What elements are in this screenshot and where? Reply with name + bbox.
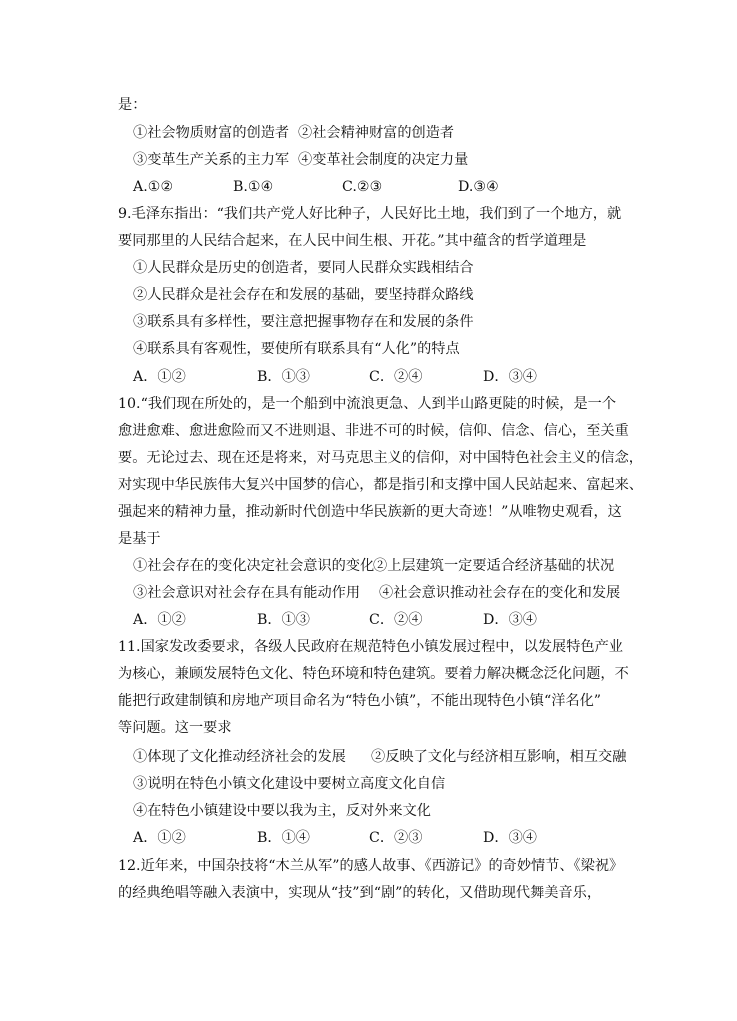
- q12-stem-line-2: 的经典绝唱等融入表演中，实现从“技”到“剧”的转化，又借助现代舞美音乐，: [118, 885, 602, 901]
- q10-item-4: ④社会意识推动社会存在的变化和发展: [379, 585, 621, 601]
- q10-item-3: ③社会意识对社会存在具有能动作用: [133, 585, 361, 601]
- q8-option-b: B.①④: [233, 179, 274, 195]
- q8-items-row-1: [133, 123, 633, 143]
- q8-stem-tail: 是：: [118, 97, 147, 113]
- q10-stem-line-6: 是基于: [118, 531, 161, 547]
- q9-option-c: C．②④: [369, 369, 423, 385]
- q10-option-c: C．②④: [369, 612, 423, 628]
- q9-stem-line-1: 9.毛泽东指出：“我们共产党人好比种子，人民好比土地，我们到了一个地方，就: [118, 206, 622, 222]
- q11-option-a: A．①②: [133, 830, 186, 846]
- q8-option-a: A.①②: [133, 179, 174, 195]
- q8-item-1: ①社会物质财富的创造者: [133, 125, 290, 141]
- q8-item-3: ③变革生产关系的主力军: [133, 152, 290, 168]
- q10-stem-line-3: 要。无论过去、现在还是将来，对马克思主义的信仰，对中国特色社会主义的信念，: [118, 450, 643, 466]
- q11-item-3: ③说明在特色小镇文化建设中要树立高度文化自信: [133, 776, 446, 792]
- q10-item-1: ①社会存在的变化决定社会意识的变化: [133, 558, 375, 574]
- q11-stem-line-2: 为核心，兼顾发展特色文化、特色环境和特色建筑。要着力解决概念泛化问题，不: [118, 666, 629, 682]
- q9-item-4: ④联系具有客观性，要使所有联系具有“人化”的特点: [133, 341, 460, 357]
- q10-option-d: D．③④: [483, 612, 537, 628]
- q9-options: [133, 367, 633, 387]
- q10-stem-line-1: 10.“我们现在所处的，是一个船到中流浪更急、人到半山路更陡的时候，是一个: [118, 396, 617, 412]
- q11-option-b: B．①④: [257, 830, 310, 846]
- q10-items-row-1: [133, 556, 633, 576]
- q11-stem-line-3: 能把行政建制镇和房地产项目命名为“特色小镇”，不能出现特色小镇“洋名化”: [118, 693, 602, 709]
- q11-option-d: D．③④: [483, 830, 537, 846]
- q9-item-1: ①人民群众是历史的创造者，要同人民群众实践相结合: [133, 260, 474, 276]
- q9-option-d: D．③④: [483, 369, 537, 385]
- q11-item-4: ④在特色小镇建设中要以我为主，反对外来文化: [133, 803, 431, 819]
- q11-stem-line-4: 等问题。这一要求: [118, 720, 232, 736]
- q8-item-2: ②社会精神财富的创造者: [298, 125, 455, 141]
- q10-stem-line-5: 强起来的精神力量，推动新时代创造中华民族新的更大奇迹！”从唯物史观看，这: [118, 504, 622, 520]
- q8-options: [133, 177, 633, 197]
- q11-items-row-1: [133, 747, 633, 767]
- q10-items-row-2: [133, 583, 633, 603]
- q11-item-2: ②反映了文化与经济相互影响，相互交融: [371, 749, 627, 765]
- q10-option-a: A．①②: [133, 612, 186, 628]
- q8-option-d: D.③④: [458, 179, 499, 195]
- q8-items-row-2: [133, 150, 633, 170]
- q9-item-3: ③联系具有多样性，要注意把握事物存在和发展的条件: [133, 314, 474, 330]
- q10-stem-line-2: 愈进愈难、愈进愈险而又不进则退、非进不可的时候，信仰、信念、信心，至关重: [118, 423, 629, 439]
- q10-option-b: B．①③: [257, 612, 310, 628]
- q11-options: [133, 828, 633, 848]
- q9-stem-line-2: 要同那里的人民结合起来，在人民中间生根、开花。”其中蕴含的哲学道理是: [118, 233, 587, 249]
- q9-option-a: A．①②: [133, 369, 186, 385]
- q11-item-1: ①体现了文化推动经济社会的发展: [133, 749, 346, 765]
- q9-item-2: ②人民群众是社会存在和发展的基础，要坚持群众路线: [133, 287, 474, 303]
- q11-stem-line-1: 11.国家发改委要求，各级人民政府在规范特色小镇发展过程中，以发展特色产业: [118, 639, 623, 655]
- q11-option-c: C．②③: [369, 830, 423, 846]
- q8-item-4: ④变革社会制度的决定力量: [298, 152, 469, 168]
- q10-item-2: ②上层建筑一定要适合经济基础的状况: [373, 558, 615, 574]
- q8-option-c: C.②③: [342, 179, 383, 195]
- q9-option-b: B．①③: [257, 369, 310, 385]
- q10-options: [133, 610, 633, 630]
- q10-stem-line-4: 对实现中华民族伟大复兴中国梦的信心，都是指引和支撑中国人民站起来、富起来、: [118, 477, 643, 493]
- q12-stem-line-1: 12.近年来，中国杂技将“木兰从军”的感人故事、《西游记》的奇妙情节、《梁祝》: [118, 858, 624, 874]
